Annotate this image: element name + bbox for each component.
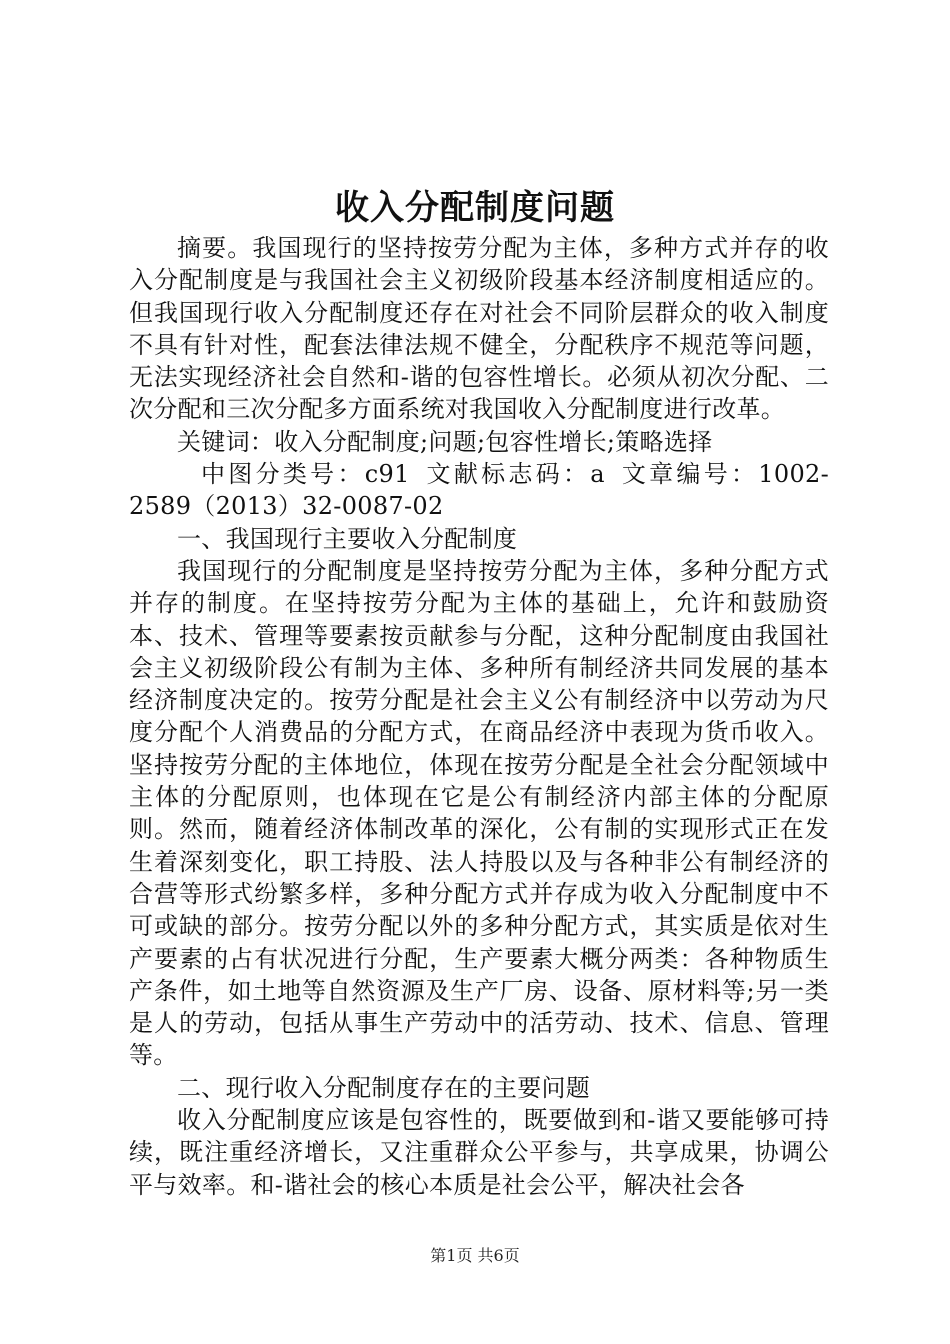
- page-footer: 第1页 共6页: [430, 1246, 520, 1265]
- section-2-heading: 二、现行收入分配制度存在的主要问题: [177, 1073, 591, 1102]
- keywords-line: 关键词：收入分配制度;问题;包容性增长;策略选择: [177, 427, 713, 456]
- document-body: [129, 232, 829, 1201]
- document-title: 收入分配制度问题: [335, 188, 615, 228]
- section-1-paragraph: 我国现行的分配制度是坚持按劳分配为主体，多种分配方式并存的制度。在坚持按劳分配为主体的基础上，允许和鼓励资本、技术、管理等要素按贡献参与分配，这种分配制度由我国社会主义初级阶段公有制为主体、多种所有制经济共同发展的基本经济制度决定的。按劳分配是社会主义公有制经济中以劳动为尺度分配个人消费品的分配方式，在商品经济中表现为货币收入。坚持按劳分配的主体地位，体现在按劳分配是全社会分配领域中主体的分配原则，也体现在它是公有制经济内部主体的分配原则。然而，随着经济体制改革的深化，公有制的实现形式正在发生着深刻变化，职工持股、法人持股以及与各种非公有制经济的合营等形式纷繁多样，多种分配方式并存成为收入分配制度中不可或缺的部分。按劳分配以外的多种分配方式，其实质是依对生产要素的占有状况进行分配，生产要素大概分两类：各种物质生产条件，如土地等自然资源及生产厂房、设备、原材料等;另一类是人的劳动，包括从事生产劳动中的活劳动、技术、信息、管理等。: [129, 556, 829, 1070]
- section-2-paragraph: 收入分配制度应该是包容性的，既要做到和-谐又要能够可持续，既注重经济增长，又注重群众公平参与，共享成果，协调公平与效率。和-谐社会的核心本质是社会公平，解决社会各: [129, 1106, 829, 1199]
- section-1-heading: 一、我国现行主要收入分配制度: [177, 524, 518, 553]
- abstract-paragraph: 摘要。我国现行的坚持按劳分配为主体，多种方式并存的收入分配制度是与我国社会主义初级阶段基本经济制度相适应的。但我国现行收入分配制度还存在对社会不同阶层群众的收入制度不具有针对性，配套法律法规不健全，分配秩序不规范等问题，无法实现经济社会自然和-谐的包容性增长。必须从初次分配、二次分配和三次分配多方面系统对我国收入分配制度进行改革。: [129, 234, 829, 424]
- classification-line: 中图分类号：c91 文献标志码：a 文章编号：1002-2589（2013）32-0087-02: [129, 460, 829, 521]
